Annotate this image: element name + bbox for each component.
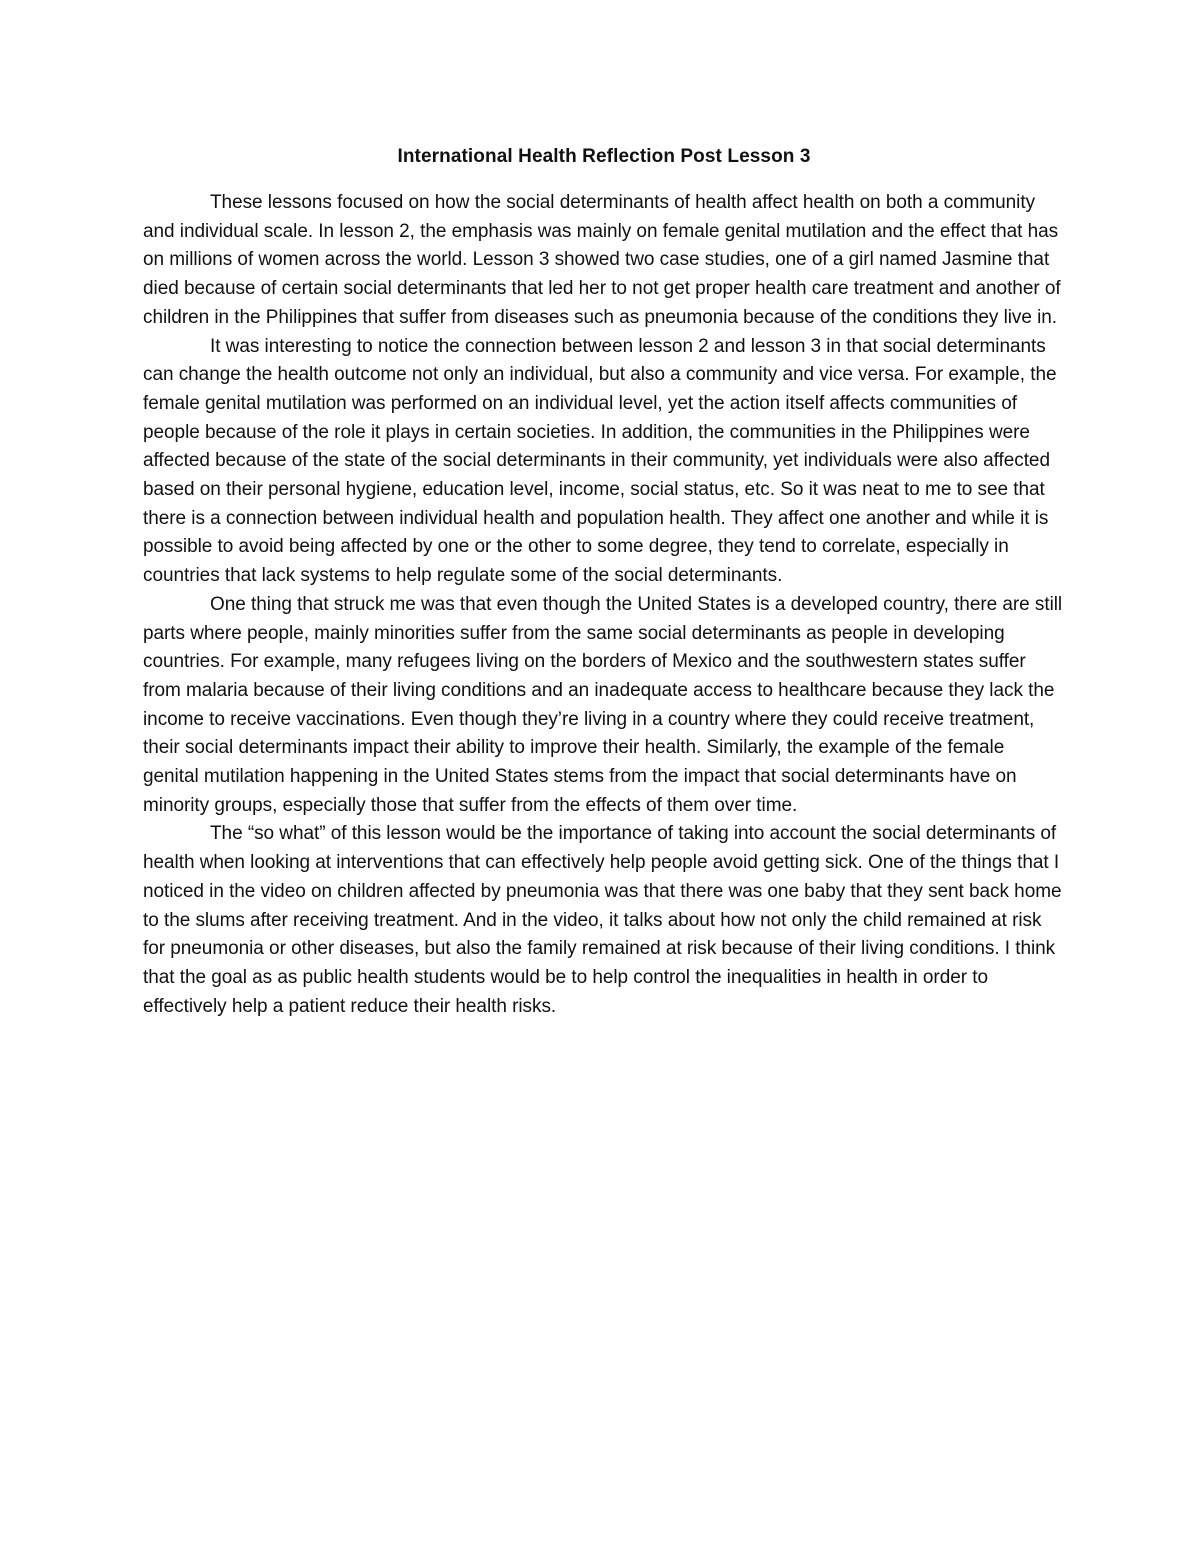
paragraph-3: One thing that struck me was that even though the United States is a developed country, there are still parts where people, mainly minorities suffer from the same social determinants as people in developing countries. For example, many refugees living on the borders of Mexico and the southwestern states suffer from malaria because of their living conditions and an inadequate access to healthcare because they lack the income to receive vaccinations. Even though they’re living in a country where they could receive treatment, their social determinants impact their ability to improve their health. Similarly, the example of the female genital mutilation happening in the United States stems from the impact that social determinants have on minority groups, especially those that suffer from the effects of them over time. <box>143 593 1063 816</box>
document-title: International Health Reflection Post Lesson 3 <box>397 146 811 167</box>
paragraph-4: The “so what” of this lesson would be the importance of taking into account the social determinants of health when looking at interventions that can effectively help people avoid getting sick. One of the things that I noticed in the video on children affected by pneumonia was that there was one baby that they sent back home to the slums after receiving treatment. And in the video, it talks about how not only the child remained at risk for pneumonia or other diseases, but also the family remained at risk because of their living conditions. I think that the goal as as public health students would be to help control the inequalities in health in order to effectively help a patient reduce their health risks. <box>143 823 1062 1017</box>
paragraph-2: It was interesting to notice the connection between lesson 2 and lesson 3 in that social determinants can change the health outcome not only an individual, but also a community and vice versa. For example, the female genital mutilation was performed on an individual level, yet the action itself affects communities of people because of the role it plays in certain societies. In addition, the communities in the Philippines were affected because of the state of the social determinants in their community, yet individuals were also affected based on their personal hygiene, education level, income, social status, etc. So it was neat to me to see that there is a connection between individual health and population health. They affect one another and while it is possible to avoid being affected by one or the other to some degree, they tend to correlate, especially in countries that lack systems to help regulate some of the social determinants. <box>143 335 1057 587</box>
document-body <box>143 140 1065 1021</box>
paragraph-1: These lessons focused on how the social determinants of health affect health on both a community and individual scale. In lesson 2, the emphasis was mainly on female genital mutilation and the effect that has on millions of women across the world. Lesson 3 showed two case studies, one of a girl named Jasmine that died because of certain social determinants that led her to not get proper health care treatment and another of children in the Philippines that suffer from diseases such as pneumonia because of the conditions they live in. <box>143 192 1061 328</box>
